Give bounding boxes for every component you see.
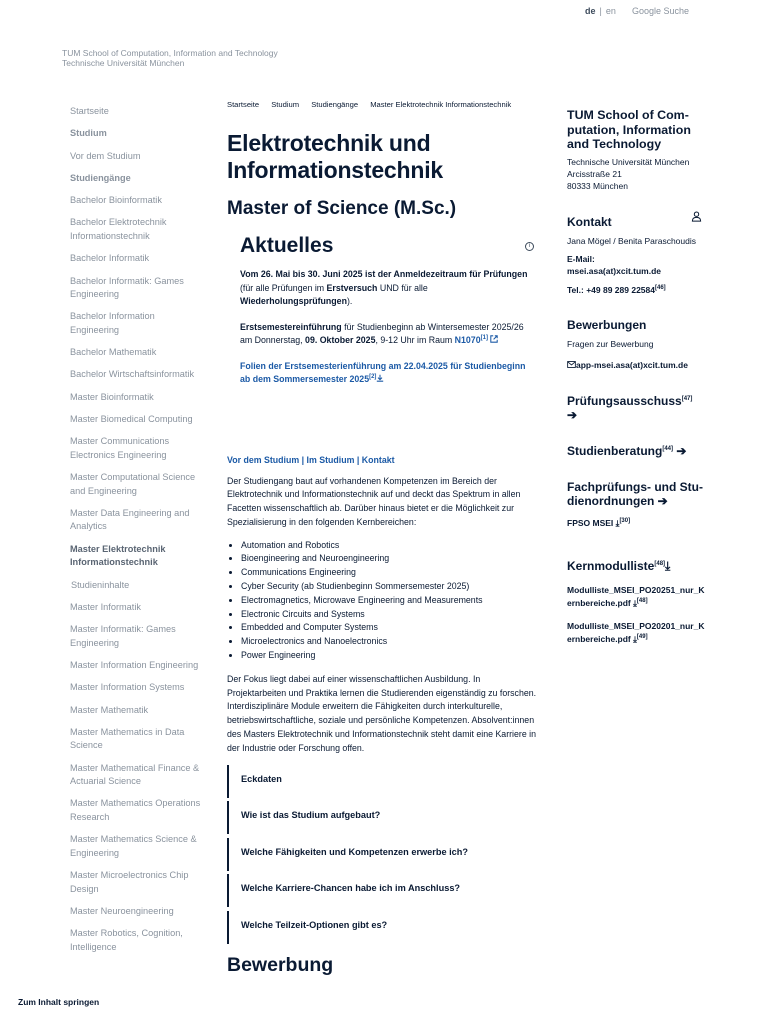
subnav-kontakt[interactable]: Kontakt [361,454,395,465]
exam-text-e: Wiederholungsprüfungen [240,296,347,306]
room-link-label: N1070 [454,335,481,345]
download-icon: ⤓ [633,598,637,609]
breadcrumb-studiengaenge[interactable]: Studiengänge [311,100,359,109]
email-link[interactable]: msei.asa(at)xcit.tum.de [567,266,662,277]
file1-label: Modulliste_MSEI_PO20251_nur_Kernbereiche.pdf [567,585,705,609]
sidebar-item-master-neuroengineering[interactable]: Master Neuroengineering [70,905,174,916]
sidebar-item-master-math-finance[interactable]: Master Mathematical Finance & Actuarial Science [70,762,200,787]
sidebar-item-master-biomedical[interactable]: Master Biomedical Computing [70,414,193,425]
accordion-karriere[interactable]: Welche Karriere-Chancen habe ich im Anschluss? [227,874,537,907]
email-label: E-Mail: [567,253,595,264]
slides-link-label: Folien der Erstsemesterienführung am 22.04.2025 für Studienbeginn ab dem Sommersemester 2025 [240,360,526,384]
top-bar [0,6,768,20]
accordion-teilzeit[interactable]: Welche Teilzeit-Optionen gibt es? [227,911,537,944]
bewerbung-heading: Bewerbung [227,954,334,977]
file2-ref: [49] [636,634,648,641]
language-switch [585,6,616,16]
download-icon: ⤓ [615,518,620,529]
bewerbung-mail-link[interactable] [567,360,707,370]
subnav-sep: | [354,454,362,465]
section-subnav [227,455,537,465]
sidebar-item-studium[interactable]: Studium [70,128,107,139]
news-box [227,234,537,387]
right-sidebar [567,108,707,646]
list-item: • Automation and Robotics [241,539,537,553]
sidebar-item-master-cse[interactable]: Master Computational Science and Engineering [70,472,196,496]
list-item: • Cyber Security (ab Studienbeginn Sommersemester 2025) [241,580,537,594]
file1-ref: [48] [636,598,648,605]
list-item: • Bioengineering and Neuroengineering [241,552,537,566]
institution-name[interactable] [62,48,278,68]
subnav-sep: | [299,454,307,465]
address-line: Technische Universität München [567,156,690,167]
sidebar-item-master-information-engineering[interactable]: Master Information Engineering [70,659,199,670]
sidebar-item-bachelor-wirtschaftsinformatik[interactable]: Bachelor Wirtschaftsinformatik [70,369,195,380]
list-item: • Electromagnetics, Microwave Engineering and Measurements [241,594,537,608]
address-line: Arcisstraße 21 [567,169,622,180]
kern-label: Kernmodulliste [567,559,655,574]
info-icon[interactable]: i [525,242,534,251]
orientation-date: 09. Oktober 2025 [305,335,376,345]
fpso-download-link[interactable] [567,518,707,529]
institution-line2: Technische Universität München [62,58,185,68]
sidebar-item-master-math-science-eng[interactable]: Master Mathematics Science & Engineering [70,834,197,858]
sidebar-item-bachelor-informatik[interactable]: Bachelor Informatik [70,253,150,264]
sidebar-item-vor-dem-studium[interactable]: Vor dem Studium [70,150,141,161]
fpo-label: Fachprüfungs- und Studienordnungen [567,480,703,509]
sidebar-item-studiengaenge[interactable]: Studiengänge [70,172,131,183]
kontakt-heading [567,215,707,229]
sidebar-nav [70,105,205,963]
sidebar-item-master-mathematik[interactable]: Master Mathematik [70,704,149,715]
sidebar-item-master-elektrotechnik[interactable]: Master Elektrotechnik Informationstechnik [70,543,166,568]
sb-ref: [44] [662,446,674,453]
pruefungsordnungen-link[interactable] [567,480,707,508]
main-content [227,100,537,977]
focus-areas-list [241,539,537,663]
skip-to-content-link[interactable]: Zum Inhalt springen [18,997,100,1007]
external-link-icon [490,335,498,343]
sidebar-item-master-information-systems[interactable]: Master Information Systems [70,682,185,693]
kernmodulliste-link[interactable] [567,559,707,574]
sidebar-item-master-math-data-science[interactable]: Master Mathematics in Data Science [70,726,185,751]
list-item: • Power Engineering [241,649,537,663]
accordion-kompetenzen[interactable]: Welche Fähigkeiten und Kompetenzen erwerbe ich? [227,838,537,871]
orientation-text-b: für Studienbeginn ab Wintersemester 2025/26 am Donnerstag, [240,321,524,345]
sidebar-item-startseite[interactable]: Startseite [70,106,109,116]
accordion-eckdaten[interactable]: Eckdaten [227,765,537,798]
slides-download-link[interactable] [240,361,526,385]
sidebar-item-master-bioinformatik[interactable]: Master Bioinformatik [70,391,154,402]
sidebar-item-bachelor-information-engineering[interactable]: Bachelor Information Engineering [70,311,155,335]
sidebar-item-master-communications[interactable]: Master Communications Electronics Engineering [70,436,170,460]
exam-text-b: (für alle Prüfungen im [240,282,327,293]
phone-ref: [46] [654,284,666,291]
google-search-link[interactable]: Google Suche [632,6,690,16]
pruefungsausschuss-link[interactable] [567,394,707,422]
sidebar-item-master-informatik[interactable]: Master Informatik [70,601,141,612]
pa-label: Prüfungsausschuss [567,394,682,409]
faq-accordion [227,765,537,944]
orientation-text-d: , 9-12 Uhr im Raum [375,335,455,345]
sidebar-item-bachelor-bioinformatik[interactable]: Bachelor Bioinformatik [70,195,162,206]
modulliste-2020-link[interactable] [567,620,707,646]
sidebar-item-bachelor-games[interactable]: Bachelor Informatik: Games Engineering [70,275,184,300]
modulliste-2025-link[interactable] [567,584,707,610]
address-line: 80333 München [567,181,628,192]
slides-link-ref: [2] [369,374,377,381]
exam-period-text: Vom 26. Mai bis 30. Juni 2025 ist der Anmeldezeitraum für Prüfungen [240,269,528,279]
page-title: Elektrotechnik und Informationstechnik [227,130,444,183]
list-item: • Embedded and Computer Systems [241,621,537,635]
breadcrumb-current[interactable]: Master Elektrotechnik Informationstechnik [370,100,512,109]
pa-ref: [47] [681,396,693,403]
list-item: • Electronic Circuits and Systems [241,608,537,622]
list-item: • Communications Engineering [241,566,537,580]
sb-label: Studienberatung [567,444,663,459]
subnav-vor-dem-studium[interactable]: Vor dem Studium [227,454,300,465]
focus-paragraph: Der Fokus liegt dabei auf einer wissenschaftlichen Ausbildung. In Projektarbeiten und Praktika lernen die Studierenden eigenständig zu forschen. Interdisziplinäre Module erweitern die Fähigkeiten durch interkulturelle, betriebswirtschaftliche, soziale und persönliche Kompetenzen. Absolvent:innen des Masters Elektrotechnik und Informationstechnik steht damit eine Karriere in der Industrie oder Forschung offen. [227,673,537,753]
room-link-ref: [1] [480,335,488,342]
phone-text: Tel.: +49 89 289 22584 [567,284,655,295]
room-link[interactable] [455,335,499,345]
exam-text-c: Erstversuch [326,282,378,293]
orientation-text-a: Erstsemestereinführung [240,321,342,332]
degree-subtitle: Master of Science (M.Sc.) [227,198,457,219]
sidebar-item-master-games[interactable]: Master Informatik: Games Engineering [70,624,176,648]
sidebar-item-bachelor-elektrotechnik[interactable]: Bachelor Elektrotechnik Informationstechnik [70,217,167,241]
kern-ref: [48] [654,561,666,568]
intro-paragraph: Der Studiengang baut auf vorhandenen Kompetenzen im Bereich der Elektrotechnik und Informationstechnik auf und deckt das Spektrum in allen Facetten wissenschaftlich ab. Darüber hinaus bietet er die Möglichkeit zur Spezialisierung in den folgenden Kernbereichen: [227,475,521,527]
subnav-im-studium[interactable]: Im Studium [306,454,355,465]
kontakt-heading-label: Kontakt [567,214,612,229]
arrow-right-icon: ➔ [657,494,668,509]
arrow-right-icon: ➔ [676,444,687,459]
school-address [567,156,707,193]
news-item-slides [240,360,537,387]
exam-text-d: UND für alle [377,282,428,293]
email-block [567,253,707,278]
sidebar-item-master-microelectronics[interactable]: Master Microelectronics Chip Design [70,870,189,894]
mail-icon [567,361,576,368]
bewerbungen-heading: Bewerbungen [567,317,647,332]
lang-de-link[interactable]: de [585,6,596,16]
download-icon: ⤓ [633,634,637,645]
phone-block[interactable] [567,284,707,296]
download-icon: ⤓ [665,559,671,574]
file2-label: Modulliste_MSEI_PO20201_nur_Kernbereiche.pdf [567,621,705,645]
breadcrumb-studium[interactable]: Studium [271,100,300,109]
exam-text-f: ). [346,296,353,306]
news-item-orientation [240,321,537,348]
list-item: • Microelectronics and Nanoelectronics [241,635,537,649]
fpso-ref: [30] [619,518,631,525]
institution-line1: TUM School of Computation, Information and Technology [62,48,278,58]
sidebar-item-master-robotics[interactable]: Master Robotics, Cognition, Intelligence [70,928,183,952]
lang-separator: | [599,6,602,16]
kontakt-names: Jana Mögel / Benita Paraschoudis [567,235,696,246]
studienberatung-link[interactable] [567,444,707,458]
school-title: TUM School of Computation, Information and Technology [567,108,691,152]
accordion-aufbau[interactable]: Wie ist das Studium aufgebaut? [227,801,537,834]
fpso-label: FPSO MSEI [567,518,614,529]
breadcrumb-startseite[interactable]: Startseite [227,100,260,109]
news-heading: Aktuelles [240,234,334,257]
bewerbung-mail: app-msei.asa(at)xcit.tum.de [576,360,688,371]
breadcrumb [227,100,537,114]
bewerbung-question: Fragen zur Bewerbung [567,338,654,349]
lang-en-link[interactable]: en [605,6,616,16]
sidebar-item-master-math-or[interactable]: Master Mathematics Operations Research [70,798,201,822]
sidebar-item-studieninhalte[interactable]: Studieninhalte [71,579,130,590]
download-icon [376,374,384,382]
person-icon [691,211,702,225]
sidebar-item-bachelor-mathematik[interactable]: Bachelor Mathematik [70,347,157,358]
news-item-exam-registration [240,268,537,309]
sidebar-item-master-data-engineering[interactable]: Master Data Engineering and Analytics [70,507,190,532]
arrow-right-icon: ➔ [567,408,578,423]
